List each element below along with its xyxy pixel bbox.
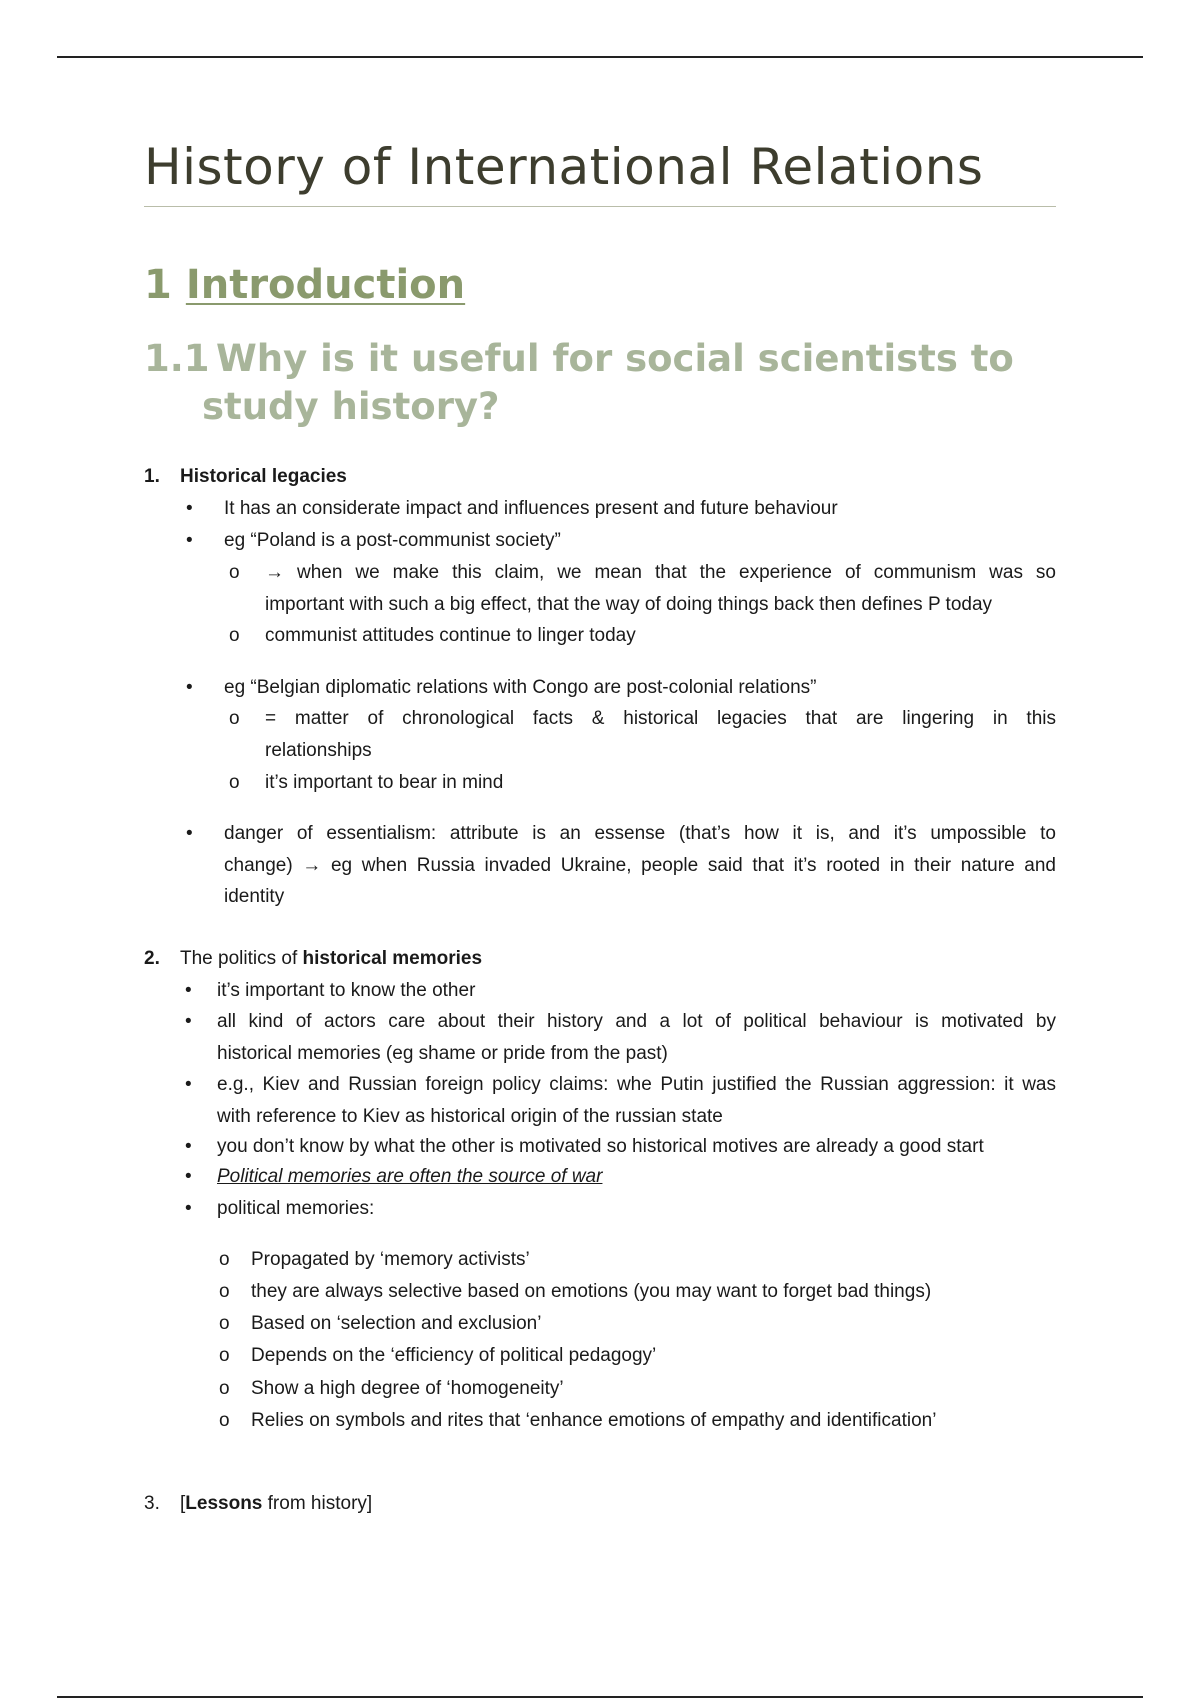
sub-item-text: Depends on the ‘efficiency of political pedagogy’ xyxy=(251,1345,657,1366)
list-item xyxy=(185,1161,1017,1193)
list-item-text: you don’t know by what the other is motivated so historical motives are already a good start xyxy=(217,1136,984,1157)
sub-item-text: Relies on symbols and rites that ‘enhance emotions of empathy and identification’ xyxy=(251,1410,937,1431)
list-item-continued xyxy=(224,850,1056,882)
sub-list-item xyxy=(229,703,1056,735)
list-item-text: change) → eg when Russia invaded Ukraine, people said that it’s rooted in their nature and xyxy=(224,855,1056,876)
sub-list-item xyxy=(219,1244,530,1276)
list-item xyxy=(186,493,1024,525)
list-item-text: with reference to Kiev as historical origin of the russian state xyxy=(217,1106,723,1127)
list-item xyxy=(185,975,1017,1007)
list-item xyxy=(185,1069,1056,1101)
sub-item-text: important with such a big effect, that the way of doing things back then defines P today xyxy=(265,594,993,615)
sub-item-text: they are always selective based on emotions (you may want to forget bad things) xyxy=(251,1281,932,1302)
list-item xyxy=(185,1131,1056,1163)
bracket-open: [ xyxy=(180,1493,186,1514)
sub-bullet-icon: o xyxy=(219,1249,230,1270)
bullet-icon: • xyxy=(186,530,193,551)
list-item-text: all kind of actors care about their history and a lot of political behaviour is motivated by xyxy=(217,1011,1056,1032)
sub-bullet-icon: o xyxy=(219,1410,230,1431)
sub-item-text: it’s important to bear in mind xyxy=(265,772,504,793)
section-number: 3. xyxy=(144,1493,160,1514)
section-title-rest: from history] xyxy=(262,1493,373,1514)
list-item-text: It has an considerate impact and influences present and future behaviour xyxy=(224,498,838,519)
list-item-text: eg “Belgian diplomatic relations with Congo are post-colonial relations” xyxy=(224,677,817,698)
sub-list-item xyxy=(229,767,504,799)
list-item xyxy=(185,1193,1017,1225)
heading-number: 1 xyxy=(144,262,172,308)
sub-list-item xyxy=(219,1276,932,1308)
list-item-continued xyxy=(217,1038,1017,1070)
sub-item-text: → when we make this claim, we mean that the experience of communism was so xyxy=(265,562,1056,583)
list-item-text: eg “Poland is a post-communist society” xyxy=(224,530,561,551)
list-item xyxy=(186,525,1024,557)
bullet-icon: • xyxy=(185,980,192,1001)
bullet-icon: • xyxy=(185,1198,192,1219)
section-title xyxy=(180,1488,372,1520)
section-title-bold: Lessons xyxy=(185,1493,263,1514)
list-item-text: danger of essentialism: attribute is an essense (that’s how it is, and it’s umpossible to xyxy=(224,823,1056,844)
sub-list-item xyxy=(219,1405,937,1437)
document-title: History of International Relations xyxy=(144,138,1056,207)
subheading-why-history xyxy=(144,335,1056,431)
subheading-line1: Why is it useful for social scientists to xyxy=(216,337,1014,380)
sub-item-text: Based on ‘selection and exclusion’ xyxy=(251,1313,542,1334)
sub-bullet-icon: o xyxy=(219,1313,230,1334)
list-item-continued xyxy=(224,881,1024,913)
sub-bullet-icon: o xyxy=(219,1378,230,1399)
bullet-icon: • xyxy=(185,1166,192,1187)
bullet-icon: • xyxy=(186,498,193,519)
sub-bullet-icon: o xyxy=(229,708,240,729)
sub-list-item xyxy=(229,620,636,652)
top-rule xyxy=(57,56,1143,58)
subheading-number: 1.1 xyxy=(144,337,210,380)
list-item-text: e.g., Kiev and Russian foreign policy claims: whe Putin justified the Russian aggression: it was xyxy=(217,1074,1056,1095)
bullet-icon: • xyxy=(185,1136,192,1157)
bottom-rule xyxy=(57,1696,1143,1698)
subheading-line2: study history? xyxy=(202,385,500,428)
sub-bullet-icon: o xyxy=(219,1345,230,1366)
bullet-icon: • xyxy=(186,677,193,698)
bullet-icon: • xyxy=(185,1011,192,1032)
section-title-bold: historical memories xyxy=(302,948,483,969)
section-title-prefix: The politics of xyxy=(180,948,303,969)
sub-bullet-icon: o xyxy=(219,1281,230,1302)
bullet-icon: • xyxy=(186,823,193,844)
section-title xyxy=(180,943,482,975)
sub-item-text: relationships xyxy=(265,740,372,761)
list-item-continued xyxy=(217,1101,1017,1133)
sub-list-item xyxy=(229,557,1056,589)
list-item-text: Political memories are often the source of war xyxy=(217,1166,603,1187)
bullet-icon: • xyxy=(185,1074,192,1095)
sub-bullet-icon: o xyxy=(229,625,240,646)
list-item xyxy=(186,818,1056,850)
list-item xyxy=(186,672,1024,704)
sub-item-text: Show a high degree of ‘homogeneity’ xyxy=(251,1378,564,1399)
sub-list-item-continued xyxy=(265,735,372,767)
sub-list-item-continued xyxy=(265,589,1056,621)
section-number: 1. xyxy=(144,466,160,487)
list-item-text: it’s important to know the other xyxy=(217,980,476,1001)
list-item-text: political memories: xyxy=(217,1198,375,1219)
sub-item-text: Propagated by ‘memory activists’ xyxy=(251,1249,530,1270)
list-item-text: identity xyxy=(224,886,285,907)
list-item xyxy=(185,1006,1056,1038)
section-number: 2. xyxy=(144,948,160,969)
sub-list-item xyxy=(219,1373,564,1405)
list-item-text: historical memories (eg shame or pride from the past) xyxy=(217,1043,668,1064)
sub-item-text: = matter of chronological facts & historical legacies that are lingering in this xyxy=(265,708,1056,729)
sub-list-item xyxy=(219,1308,542,1340)
heading-text: Introduction xyxy=(185,262,466,308)
sub-item-text: communist attitudes continue to linger today xyxy=(265,625,636,646)
sub-bullet-icon: o xyxy=(229,772,240,793)
heading-introduction xyxy=(144,262,465,308)
sub-bullet-icon: o xyxy=(229,562,240,583)
section-title: Historical legacies xyxy=(180,466,347,487)
sub-list-item xyxy=(219,1340,657,1372)
